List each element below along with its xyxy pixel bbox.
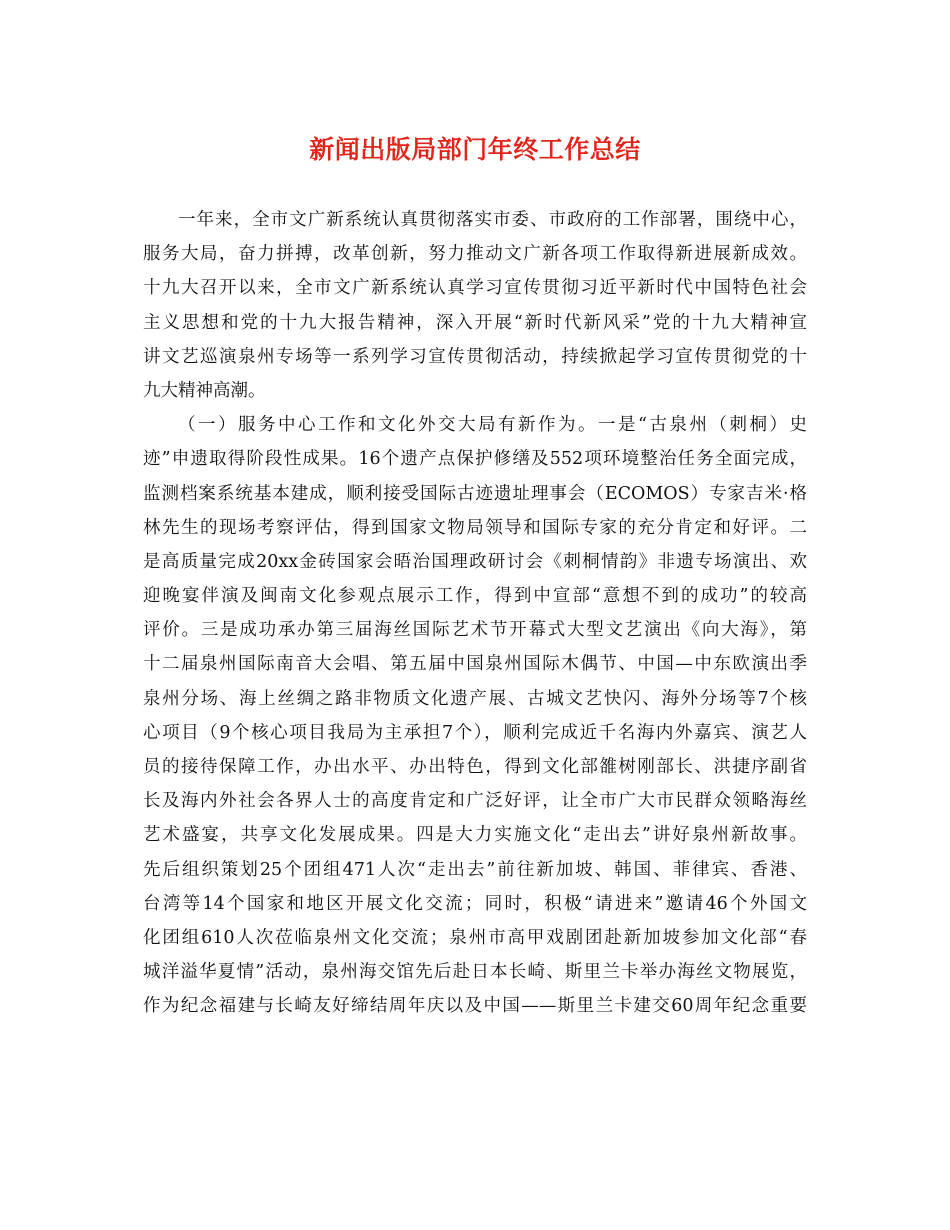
text-line: 讲文艺巡演泉州专场等一系列学习宣传贯彻活动，持续掀起学习宣传贯彻党的十 (143, 346, 807, 367)
text-line: 迎晚宴伴演及闽南文化参观点展示工作，得到中宣部“意想不到的成功”的较高 (143, 586, 807, 607)
text-line: 长及海内外社会各界人士的高度肯定和广泛好评，让全市广大市民群众领略海丝 (143, 791, 807, 812)
text-line: （一）服务中心工作和文化外交大局有新作为。一是“古泉州（刺桐）史 (178, 415, 807, 436)
text-line: 十九大召开以来，全市文广新系统认真学习宣传贯彻习近平新时代中国特色社会 (143, 278, 807, 299)
text-line: 员的接待保障工作，办出水平、办出特色，得到文化部雒树刚部长、洪捷序副省 (143, 757, 807, 777)
text-line: 作为纪念福建与长崎友好缔结周年庆以及中国——斯里兰卡建交60周年纪念重要 (143, 996, 807, 1017)
text-line: 监测档案系统基本建成，顺利接受国际古迹遗址理事会（ECOMOS）专家吉米·格 (143, 483, 807, 504)
text-line: 台湾等14个国家和地区开展文化交流；同时，积极“请进来”邀请46个外国文 (143, 893, 807, 914)
paragraph-section-one (143, 408, 807, 1023)
text-line: 城洋溢华夏情”活动，泉州海交馆先后赴日本长崎、斯里兰卡举办海丝文物展览， (143, 962, 807, 983)
text-line: 泉州分场、海上丝绸之路非物质文化遗产展、古城文艺快闪、海外分场等7个核 (143, 688, 807, 709)
text-line: 十二届泉州国际南音大会唱、第五届中国泉州国际木偶节、中国—中东欧演出季 (143, 654, 807, 675)
text-line: 心项目（9个核心项目我局为主承担7个），顺利完成近千名海内外嘉宾、演艺人 (143, 722, 807, 743)
text-line: 一年来，全市文广新系统认真贯彻落实市委、市政府的工作部署，围绕中心， (178, 210, 807, 230)
paragraph-intro (143, 203, 807, 408)
text-line: 评价。三是成功承办第三届海丝国际艺术节开幕式大型文艺演出《向大海》，第 (143, 620, 807, 641)
text-line: 主义思想和党的十九大报告精神，深入开展“新时代新风采”党的十九大精神宣 (143, 312, 807, 333)
text-line: 林先生的现场考察评估，得到国家文物局领导和国际专家的充分肯定和好评。二 (143, 517, 807, 538)
text-line: 服务大局，奋力拼搏，改革创新，努力推动文广新各项工作取得新进展新成效。 (143, 244, 807, 265)
document-title: 新闻出版局部门年终工作总结 (309, 135, 641, 164)
text-line: 化团组610人次莅临泉州文化交流；泉州市高甲戏剧团赴新加坡参加文化部“春 (143, 927, 807, 948)
text-line: 艺术盛宴，共享文化发展成果。四是大力实施文化“走出去”讲好泉州新故事。 (143, 825, 807, 846)
document-body (143, 203, 807, 1024)
text-line: 先后组织策划25个团组471人次“走出去”前往新加坡、韩国、菲律宾、香港、 (143, 859, 807, 880)
text-line: 是高质量完成20xx金砖国家会晤治国理政研讨会《刺桐情韵》非遗专场演出、欢 (143, 551, 807, 572)
text-line: 迹”申遗取得阶段性成果。16个遗产点保护修缮及552项环境整治任务全面完成， (143, 449, 807, 470)
text-line: 九大精神高潮。 (143, 380, 266, 401)
